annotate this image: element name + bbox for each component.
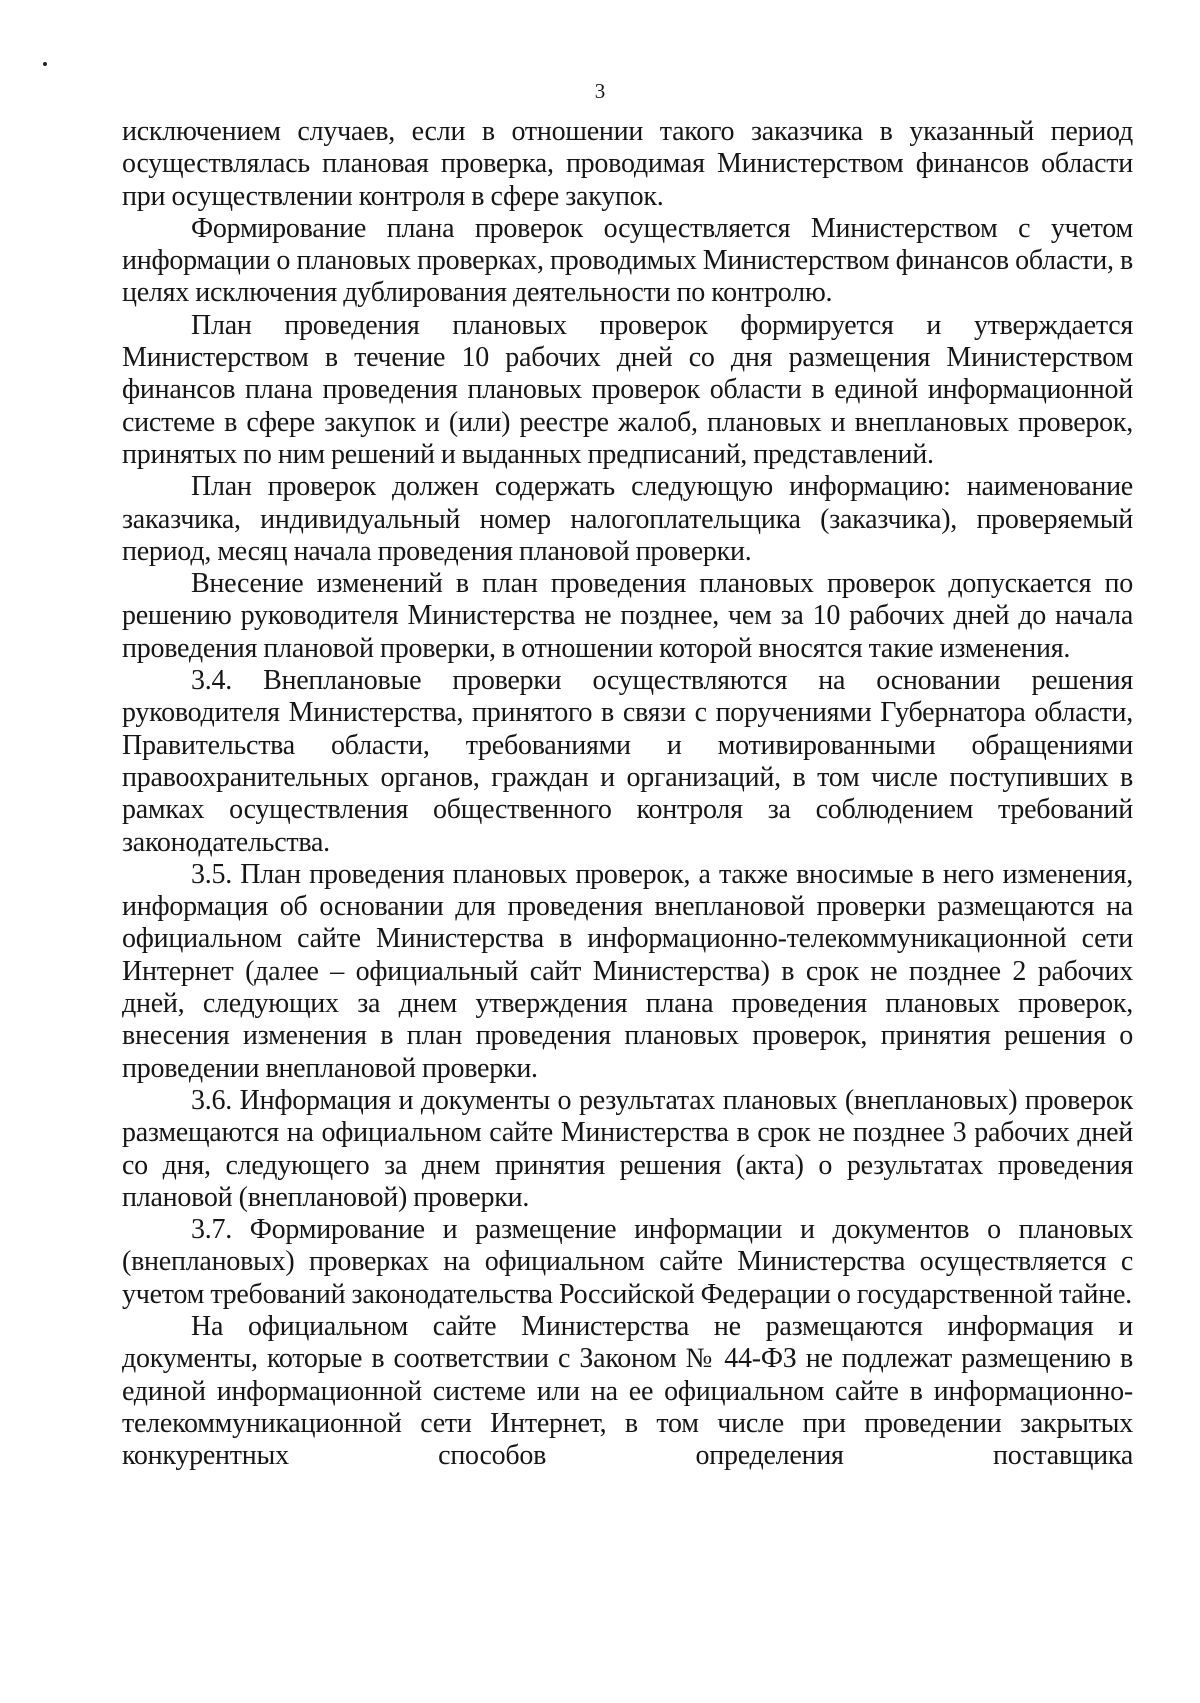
paragraph-plan-formation: Формирование плана проверок осуществляется Министерством с учетом информации о плановых проверках, проводимых Министерством финансов области, в целях исключения дублирования деятельности по контролю. — [122, 212, 1133, 309]
paragraph-continuation: исключением случаев, если в отношении такого заказчика в указанный период осуществлялась плановая проверка, проводимая Министерством финансов области при осуществлении контроля в сфере закупок. — [122, 116, 1133, 212]
paragraph-3-6: 3.6. Информация и документы о результатах плановых (внеплановых) проверок размещаются на официальном сайте Министерства в срок не позднее 3 рабочих дней со дня, следующего за днем принятия решения (акта) о результатах проведения плановой (внеплановой) проверки. — [122, 1084, 1133, 1213]
paragraph-plan-approval: План проведения плановых проверок формируется и утверждается Министерством в течение 10 рабочих дней со дня размещения Министерством финансов плана проведения плановых проверок области в единой информационной системе в сфере закупок и (или) реестре жалоб, плановых и внеплановых проверок, принятых по ним решений и выданных предписаний, представлений. — [122, 309, 1133, 470]
paragraph-3-7: 3.7. Формирование и размещение информации и документов о плановых (внеплановых) проверках на официальном сайте Министерства осуществляется с учетом требований законодательства Российской Федерации о государственной тайне. — [122, 1214, 1133, 1310]
document-body — [122, 116, 1133, 1472]
scan-speck — [43, 62, 47, 66]
paragraph-plan-changes: Внесение изменений в план проведения плановых проверок допускается по решению руководителя Министерства не позднее, чем за 10 рабочих дней до начала проведения плановой проверки, в отношении которой вносятся такие изменения. — [122, 568, 1133, 664]
paragraph-3-4: 3.4. Внеплановые проверки осуществляются на основании решения руководителя Министерства, принятого в связи с поручениями Губернатора области, Правительства области, требованиями и мотивированными обращениями правоохранительных органов, граждан и организаций, в том числе поступивших в рамках осуществления общественного контроля за соблюдением требований законодательства. — [122, 665, 1133, 858]
paragraph-3-5: 3.5. План проведения плановых проверок, а также вносимые в него изменения, информация об основании для проведения внеплановой проверки размещаются на официальном сайте Министерства в информационно-телекоммуникационной сети Интернет (далее – официальный сайт Министерства) в срок не позднее 2 рабочих дней, следующих за днем утверждения плана проведения плановых проверок, внесения изменения в план проведения плановых проверок, принятия решения о проведении внеплановой проверки. — [122, 858, 1133, 1084]
paragraph-plan-contents: План проверок должен содержать следующую информацию: наименование заказчика, индивидуальный номер налогоплательщика (заказчика), проверяемый период, месяц начала проведения плановой проверки. — [122, 471, 1133, 567]
page-number: 3 — [594, 79, 606, 103]
paragraph-not-published: На официальном сайте Министерства не размещаются информация и документы, которые в соответствии с Законом № 44-ФЗ не подлежат размещению в единой информационной системе или на ее официальном сайте в информационно-телекоммуникационной сети Интернет, в том числе при проведении закрытых конкурентных способов определения поставщика — [122, 1310, 1133, 1472]
